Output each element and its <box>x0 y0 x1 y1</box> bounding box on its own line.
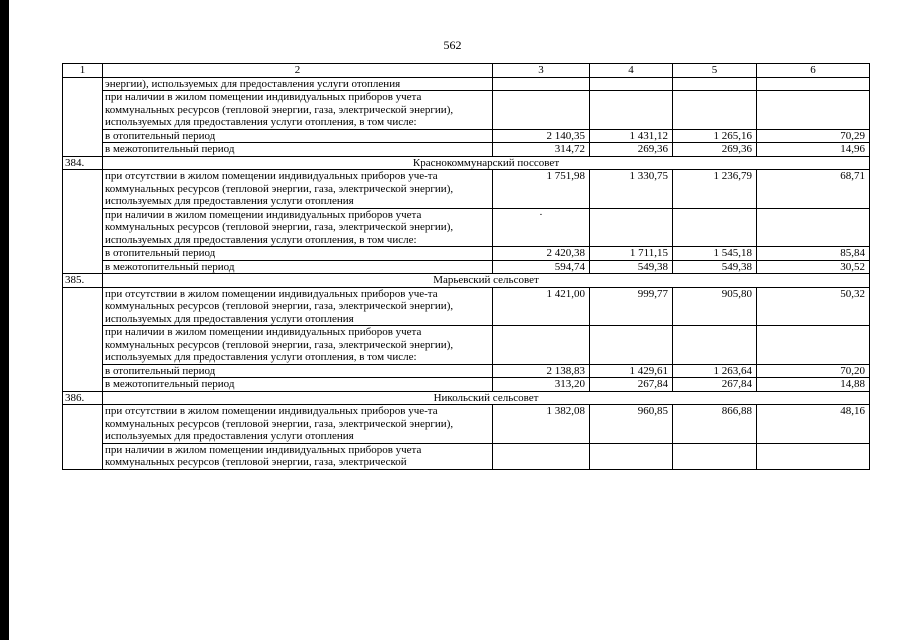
row-value: 269,36 <box>590 143 673 157</box>
binding-edge <box>0 0 9 640</box>
section-header-row <box>63 156 870 170</box>
row-number-empty <box>63 405 103 470</box>
row-value: 1 545,18 <box>673 247 757 261</box>
row-value <box>673 208 757 247</box>
table-header-row <box>63 64 870 78</box>
row-value: 2 140,35 <box>493 129 590 143</box>
row-value <box>757 443 870 469</box>
row-value <box>590 443 673 469</box>
table-row <box>63 260 870 274</box>
row-value: 1 382,08 <box>493 405 590 444</box>
row-number-empty <box>63 77 103 156</box>
row-label: при наличии в жилом помещении индивидуальных приборов учета коммунальных ресурсов (тепловой энергии, газа, электрической энергии), используемых для предоставления услуги отопления, в том числе: <box>103 326 493 365</box>
row-value: 267,84 <box>673 378 757 392</box>
row-value: 70,20 <box>757 364 870 378</box>
row-value: 999,77 <box>590 287 673 326</box>
section-name: Марьевский сельсовет <box>103 274 870 288</box>
row-value: 68,71 <box>757 170 870 209</box>
row-value: 1 330,75 <box>590 170 673 209</box>
row-label: в отопительный период <box>103 247 493 261</box>
row-value <box>757 208 870 247</box>
row-value: 549,38 <box>590 260 673 274</box>
row-value <box>493 91 590 130</box>
table-row <box>63 170 870 209</box>
table-row <box>63 364 870 378</box>
row-value: 1 421,00 <box>493 287 590 326</box>
row-value: 1 429,61 <box>590 364 673 378</box>
row-value: 85,84 <box>757 247 870 261</box>
row-label: при отсутствии в жилом помещении индивидуальных приборов уче-та коммунальных ресурсов (тепловой энергии, газа, электрической энергии), используемых для предоставления услуги отопления <box>103 405 493 444</box>
row-value: 14,88 <box>757 378 870 392</box>
row-value: 14,96 <box>757 143 870 157</box>
table-row <box>63 129 870 143</box>
row-value <box>493 326 590 365</box>
row-value: 905,80 <box>673 287 757 326</box>
column-header: 3 <box>493 64 590 78</box>
row-value: 1 711,15 <box>590 247 673 261</box>
row-value: 1 263,64 <box>673 364 757 378</box>
row-label: в межотопительный период <box>103 143 493 157</box>
row-value: 866,88 <box>673 405 757 444</box>
table-row <box>63 405 870 444</box>
column-header: 5 <box>673 64 757 78</box>
row-value: 30,52 <box>757 260 870 274</box>
section-header-row <box>63 391 870 405</box>
row-value <box>757 91 870 130</box>
section-header-row <box>63 274 870 288</box>
row-value <box>757 326 870 365</box>
column-header: 1 <box>63 64 103 78</box>
table-row <box>63 91 870 130</box>
table-row <box>63 326 870 365</box>
row-value: 2 420,38 <box>493 247 590 261</box>
row-value <box>590 326 673 365</box>
section-number: 385. <box>63 274 103 288</box>
row-number-empty <box>63 170 103 274</box>
column-header: 2 <box>103 64 493 78</box>
table-row <box>63 287 870 326</box>
table-row <box>63 247 870 261</box>
row-label: в межотопительный период <box>103 378 493 392</box>
table-row <box>63 77 870 91</box>
section-number: 384. <box>63 156 103 170</box>
section-name: Никольский сельсовет <box>103 391 870 405</box>
row-label: при отсутствии в жилом помещении индивидуальных приборов уче-та коммунальных ресурсов (тепловой энергии, газа, электрической энергии), используемых для предоставления услуги отопления <box>103 170 493 209</box>
row-value: 314,72 <box>493 143 590 157</box>
row-value <box>673 91 757 130</box>
row-label: при наличии в жилом помещении индивидуальных приборов учета коммунальных ресурсов (тепловой энергии, газа, электрической энергии), используемых для предоставления услуги отопления, в том числе: <box>103 208 493 247</box>
row-value: 594,74 <box>493 260 590 274</box>
row-value <box>493 443 590 469</box>
row-value <box>757 77 870 91</box>
row-value: 1 265,16 <box>673 129 757 143</box>
row-value: 313,20 <box>493 378 590 392</box>
row-value: 1 236,79 <box>673 170 757 209</box>
row-value: 267,84 <box>590 378 673 392</box>
row-value <box>590 208 673 247</box>
row-value <box>493 77 590 91</box>
row-value: 549,38 <box>673 260 757 274</box>
row-value: 50,32 <box>757 287 870 326</box>
row-value: 70,29 <box>757 129 870 143</box>
tariff-table <box>62 63 870 470</box>
table-row <box>63 143 870 157</box>
row-value <box>590 77 673 91</box>
row-number-empty <box>63 287 103 391</box>
row-value: 960,85 <box>590 405 673 444</box>
table-row <box>63 208 870 247</box>
row-label: энергии), используемых для предоставления услуги отопления <box>103 77 493 91</box>
section-name: Краснокоммунарский поссовет <box>103 156 870 170</box>
row-value: 1 751,98 <box>493 170 590 209</box>
row-label: в отопительный период <box>103 364 493 378</box>
page-number: 562 <box>443 38 462 52</box>
row-value <box>673 77 757 91</box>
row-label: при наличии в жилом помещении индивидуальных приборов учета коммунальных ресурсов (тепловой энергии, газа, электрической энергии), используемых для предоставления услуги отопления, в том числе: <box>103 91 493 130</box>
row-value: 1 431,12 <box>590 129 673 143</box>
row-value: 2 138,83 <box>493 364 590 378</box>
row-value: 48,16 <box>757 405 870 444</box>
column-header: 4 <box>590 64 673 78</box>
row-value: 269,36 <box>673 143 757 157</box>
row-value <box>673 326 757 365</box>
row-label: в межотопительный период <box>103 260 493 274</box>
row-value <box>590 91 673 130</box>
row-value: · <box>493 208 590 247</box>
section-number: 386. <box>63 391 103 405</box>
row-value <box>673 443 757 469</box>
row-label: при наличии в жилом помещении индивидуальных приборов учета коммунальных ресурсов (тепловой энергии, газа, электрической <box>103 443 493 469</box>
table-row <box>63 378 870 392</box>
table-row <box>63 443 870 469</box>
column-header: 6 <box>757 64 870 78</box>
row-label: при отсутствии в жилом помещении индивидуальных приборов уче-та коммунальных ресурсов (тепловой энергии, газа, электрической энергии), используемых для предоставления услуги отопления <box>103 287 493 326</box>
row-label: в отопительный период <box>103 129 493 143</box>
